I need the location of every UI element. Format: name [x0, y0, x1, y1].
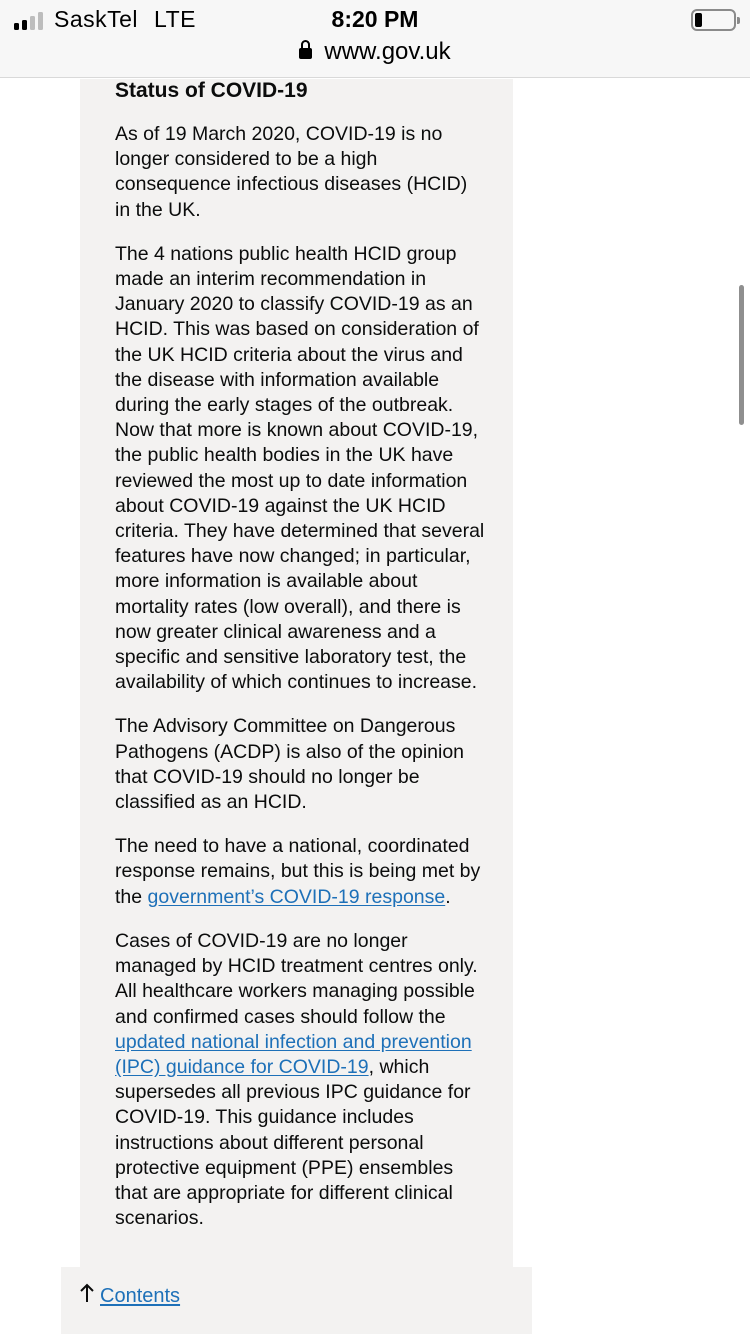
paragraph-text: Cases of COVID-19 are no longer managed by HCID treatment centres only. All healthcare workers managing possible and confirmed cases should follow the	[115, 929, 478, 1028]
status-time: 8:20 PM	[331, 6, 419, 32]
battery-level	[695, 13, 702, 27]
paragraph-hcid-group: The 4 nations public health HCID group made an interim recommendation in January 2020 to classify COVID-19 as an HCID. This was based on consideration of the UK HCID criteria about the virus and the disease with information available during the early stages of the outbreak. Now that more is known about COVID-19, the public health bodies in the UK have reviewed the most up to date information about COVID-19 against the UK HCID criteria. They have determined that several features have now changed; in particular, more information is available about mortality rates (low overall), and there is now greater clinical awareness and a specific and sensitive laboratory test, the availability of which continues to increase.	[115, 242, 485, 694]
scrollbar[interactable]	[739, 285, 744, 425]
url-text: www.gov.uk	[324, 38, 451, 65]
paragraph-acdp: The Advisory Committee on Dangerous Pathogens (ACDP) is also of the opinion that COVID-19 should no longer be classified as an HCID.	[115, 715, 465, 814]
content-panel	[80, 79, 513, 1267]
network-type: LTE	[154, 6, 197, 32]
government-response-link[interactable]: government’s COVID-19 response	[147, 885, 446, 908]
carrier-name: SaskTel	[54, 6, 139, 32]
ipc-guidance-link[interactable]: updated national infection and prevention (IPC) guidance for COVID-19	[115, 1030, 472, 1078]
paragraph-national-response	[115, 834, 485, 910]
arrow-up-icon	[80, 1283, 94, 1303]
contents-link[interactable]: Contents	[100, 1285, 181, 1307]
article-body	[115, 79, 485, 1250]
paragraph-ipc-guidance	[115, 929, 485, 1231]
battery-icon	[691, 9, 736, 31]
address-bar[interactable]	[0, 38, 750, 66]
paragraph-text: .	[445, 885, 451, 908]
paragraph-text: The need to have a national, coordinated response remains, but this is being met by the	[115, 835, 481, 908]
back-to-contents[interactable]	[80, 1285, 180, 1308]
contents-bar	[61, 1267, 532, 1334]
status-bar	[0, 0, 750, 78]
lock-icon	[299, 48, 312, 59]
paragraph-text: , which supersedes all previous IPC guidance for COVID-19. This guidance includes instructions about different personal protective equipment (PPE) ensembles that are appropriate for different clinical scenarios.	[115, 1055, 471, 1230]
section-heading: Status of COVID-19	[115, 79, 308, 102]
paragraph-status-date: As of 19 March 2020, COVID-19 is no longer considered to be a high consequence infectious diseases (HCID) in the UK.	[115, 123, 468, 221]
